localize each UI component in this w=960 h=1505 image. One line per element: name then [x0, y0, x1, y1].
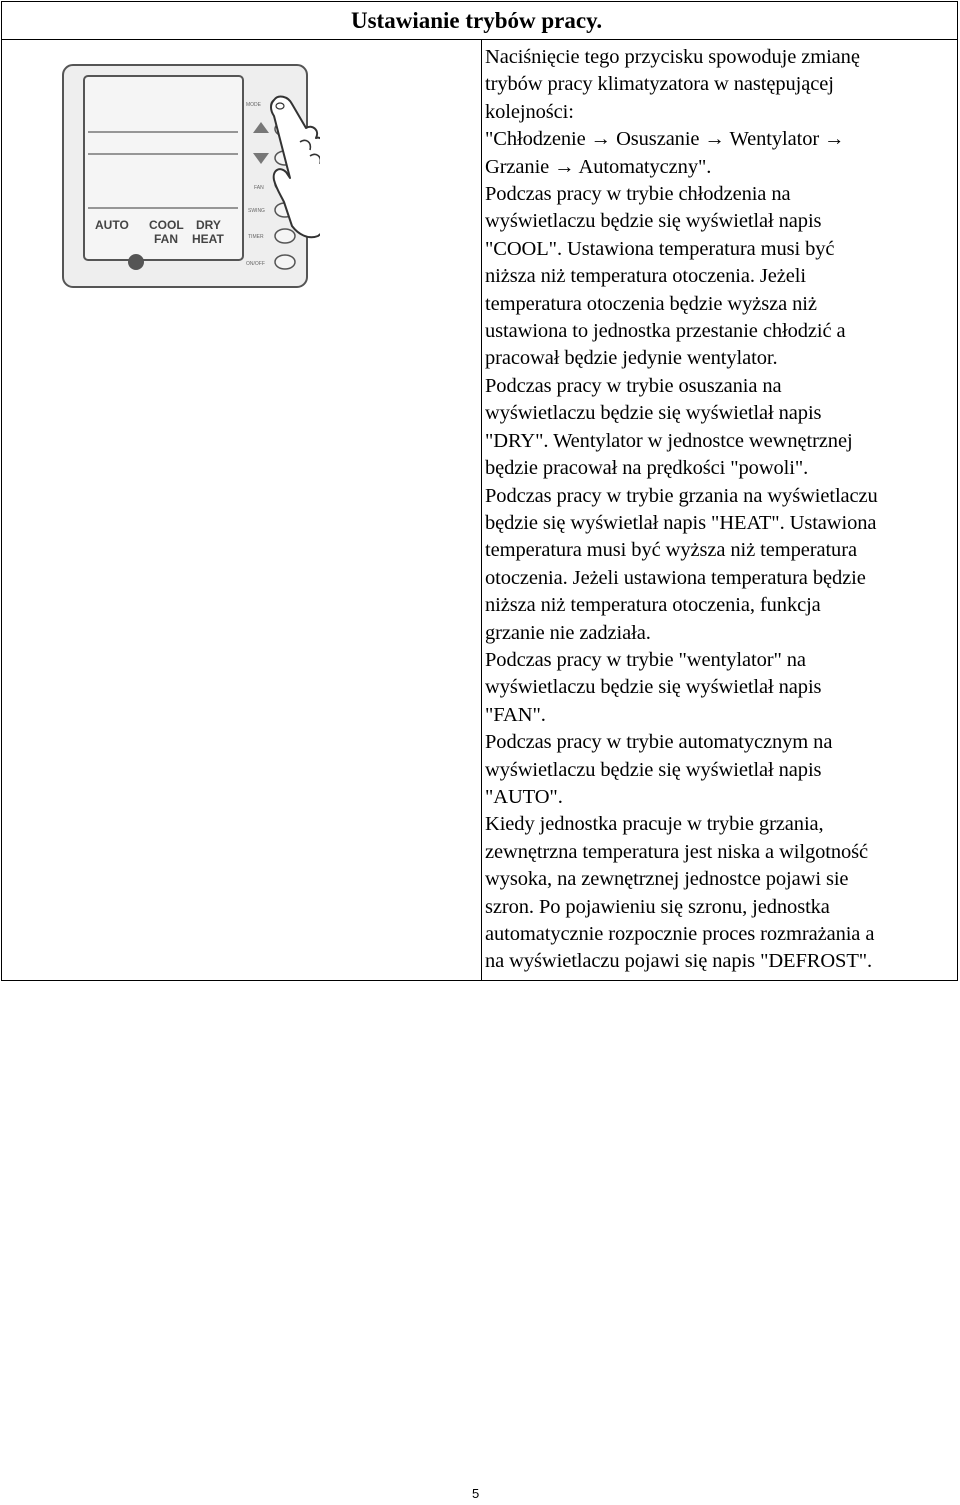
display-mode-heat: HEAT: [192, 232, 224, 246]
timer-button: [275, 229, 295, 243]
column-divider: [481, 40, 482, 981]
paragraph-fan-mode: Podczas pracy w trybie "wentylator" na wyświetlaczu będzie się wyświetlał napis "FAN".: [485, 648, 822, 726]
display-mode-dry: DRY: [196, 218, 221, 232]
paragraph-cool-mode: Podczas pracy w trybie chłodzenia na wyświetlaczu będzie się wyświetlał napis "COOL". Ustawiona temperatura musi być niższa niż temperatura otoczenia. Jeżeli temperatura otoczenia będzie wyższa niż ustawiona to jednostka przestanie chłodzić a pracował będzie jedynie wentylator.: [485, 183, 846, 370]
display-mode-auto: AUTO: [95, 218, 129, 232]
mode-description: [485, 44, 955, 976]
paragraph-mode-sequence: Naciśnięcie tego przycisku spowoduje zmianę trybów pracy klimatyzatora w następującej kolejności: "Chłodzenie → Osuszanie → Wentylator → Grzanie → Automatyczny".: [485, 46, 860, 178]
display-mode-fan: FAN: [154, 232, 178, 246]
onoff-button: [275, 255, 295, 269]
display-mode-cool: COOL: [149, 218, 184, 232]
display-indicator-dot: [128, 254, 144, 270]
page-number: 5: [472, 1486, 480, 1501]
paragraph-dry-mode: Podczas pracy w trybie osuszania na wyświetlaczu będzie się wyświetlał napis "DRY". Wentylator w jednostce wewnętrznej będzie pracował na prędkości "powoli".: [485, 374, 853, 480]
button-label-fan: FAN: [254, 185, 264, 191]
title-row: [2, 2, 957, 40]
paragraph-heat-mode: Podczas pracy w trybie grzania na wyświetlaczu będzie się wyświetlał napis "HEAT". Ustawiona temperatura musi być wyższa niż temperatura otoczenia. Jeżeli ustawiona temperatura będzie niższa niż temperatura otoczenia, funkcja grzanie nie zadziała.: [485, 484, 878, 644]
button-label-timer: TIMER: [248, 234, 264, 240]
button-label-mode: MODE: [246, 102, 261, 108]
remote-controller-illustration: [60, 62, 320, 292]
button-label-onoff: ON/OFF: [246, 261, 265, 267]
section-title: Ustawianie trybów pracy.: [351, 8, 603, 33]
button-label-swing: SWING: [248, 208, 265, 214]
paragraph-defrost: Kiedy jednostka pracuje w trybie grzania, zewnętrzna temperatura jest niska a wilgotność wysoka, na zewnętrznej jednostce pojawi sie szron. Po pojawieniu się szronu, jednostka automatycznie rozpocznie proces rozmrażania a na wyświetlaczu pojawi się napis "DEFROST".: [485, 813, 875, 973]
paragraph-auto-mode: Podczas pracy w trybie automatycznym na wyświetlaczu będzie się wyświetlał napis "AUTO".: [485, 731, 833, 808]
